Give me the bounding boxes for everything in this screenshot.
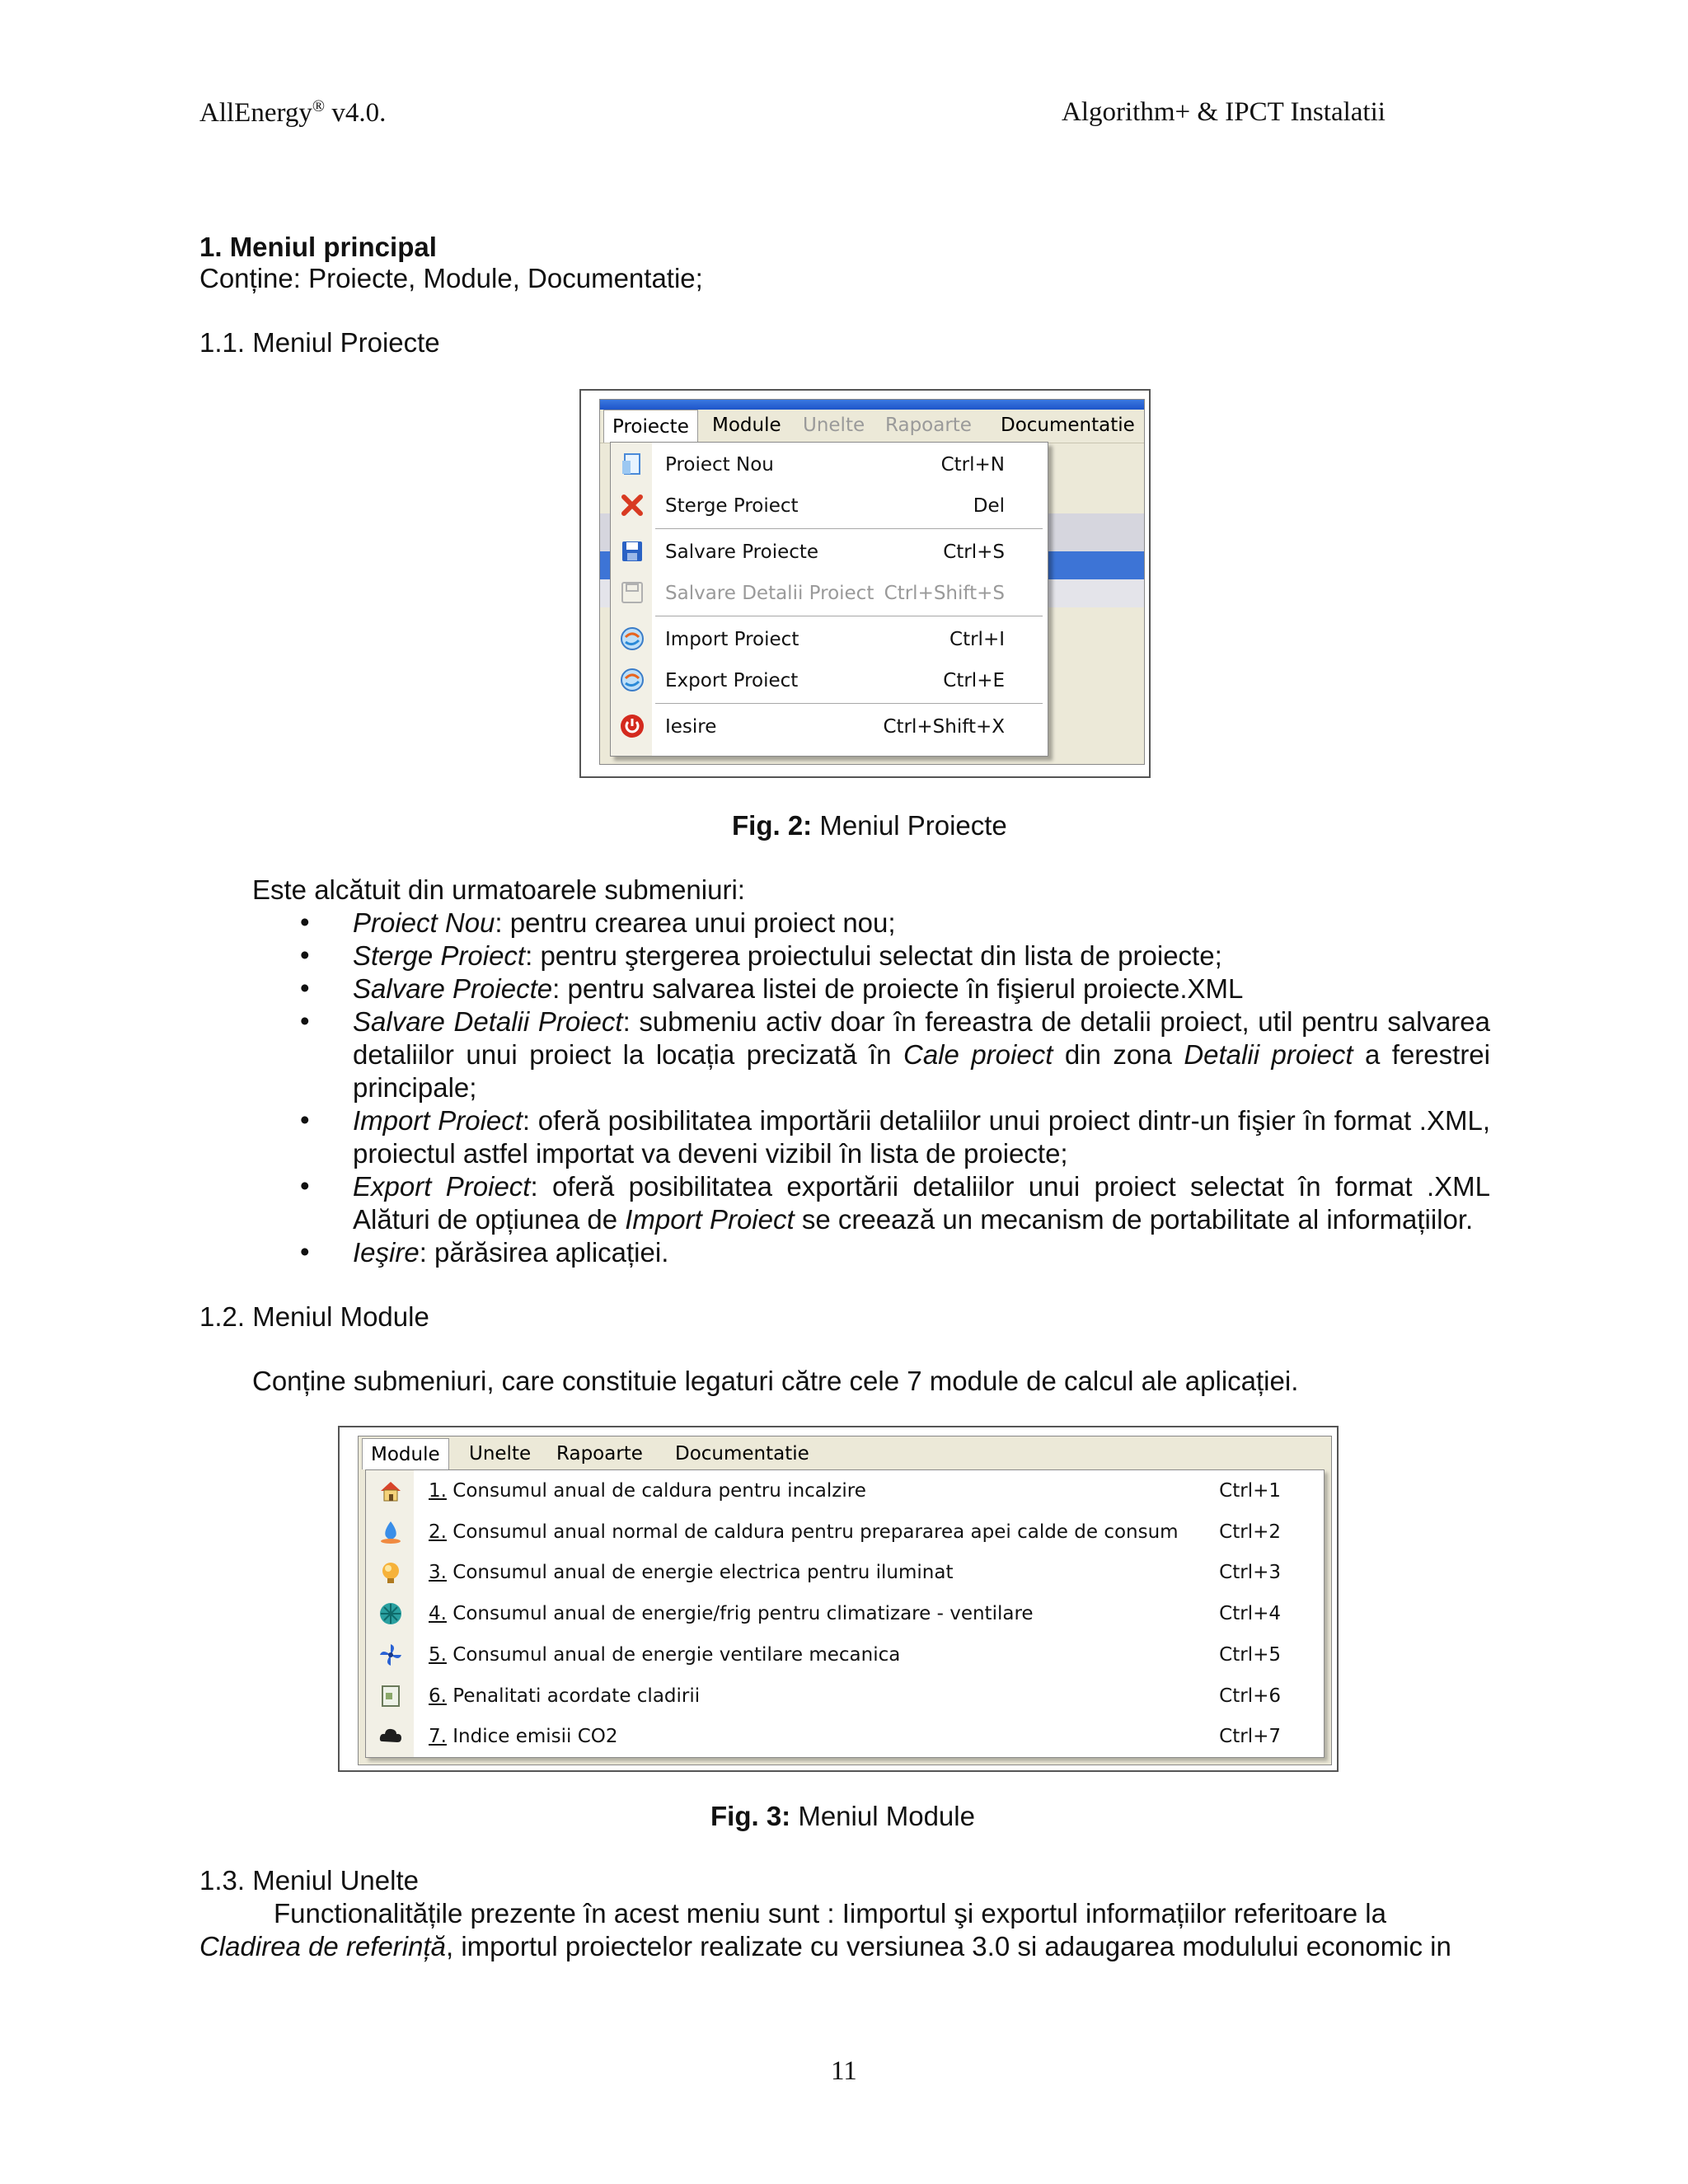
- page-number: 11: [831, 2056, 857, 2086]
- delete-x-icon: [619, 492, 645, 518]
- menu-separator: [655, 703, 1043, 704]
- submenu-intro: Este alcătuit din urmatoarele submeniuri:: [252, 874, 745, 905]
- section-title: 1. Meniul principal: [199, 232, 437, 262]
- document-icon: [377, 1683, 404, 1709]
- bullet-marker: •: [300, 1170, 310, 1201]
- fan-icon: [377, 1642, 404, 1668]
- bullet-iesire: Ieşire: părăsirea aplicației.: [353, 1237, 669, 1268]
- menubar: [600, 410, 1144, 443]
- menu-item-proiect-nou[interactable]: Proiect Nou Ctrl+N: [611, 448, 1048, 480]
- bullet-marker: •: [300, 1104, 310, 1135]
- menu-documentatie[interactable]: Documentatie: [1001, 415, 1135, 436]
- menu-window: [599, 399, 1145, 765]
- menu-item-export-proiect[interactable]: Export Proiect Ctrl+E: [611, 663, 1048, 696]
- running-header-right: Algorithm+ & IPCT Instalatii: [1062, 97, 1386, 127]
- menu-separator: [655, 528, 1043, 529]
- figure-3-caption: Fig. 3: Meniul Module: [710, 1801, 975, 1831]
- export-icon: [619, 667, 645, 693]
- menu-item-modul-7[interactable]: 7. Indice emisii CO2 Ctrl+7: [366, 1716, 1324, 1757]
- co2-cloud-icon: [377, 1723, 404, 1750]
- menu-item-modul-6[interactable]: 6. Penalitati acordate cladirii Ctrl+6: [366, 1675, 1324, 1717]
- menu-item-modul-3[interactable]: 3. Consumul anual de energie electrica pentru iluminat Ctrl+3: [366, 1552, 1324, 1593]
- water-drop-icon: [377, 1519, 404, 1545]
- light-bulb-icon: [377, 1559, 404, 1586]
- subsection-title: 1.3. Meniul Unelte: [199, 1865, 419, 1896]
- menu-item-salvare-detalii-proiect: Salvare Detalii Proiect Ctrl+Shift+S: [611, 576, 1048, 609]
- menu-item-iesire[interactable]: Iesire Ctrl+Shift+X: [611, 710, 1048, 743]
- bullet-sterge-proiect: Sterge Proiect: pentru ştergerea proiectului selectat din lista de proiecte;: [353, 940, 1222, 971]
- bullet-proiect-nou: Proiect Nou: pentru crearea unui proiect nou;: [353, 907, 896, 938]
- menu-rapoarte: Rapoarte: [885, 415, 972, 436]
- module-dropdown: [365, 1469, 1325, 1758]
- menu-unelte[interactable]: Unelte: [469, 1443, 532, 1465]
- import-icon: [619, 626, 645, 652]
- subsection-title: 1.1. Meniul Proiecte: [199, 327, 440, 358]
- menu-proiecte[interactable]: Proiecte: [603, 410, 698, 443]
- section-content: Functionalitățile prezente în acest meniu sunt : Iimportul şi exportul informațiilor referitoare la: [274, 1898, 1386, 1929]
- bullet-marker: •: [300, 972, 310, 1003]
- figure-2-caption: Fig. 2: Meniul Proiecte: [732, 810, 1007, 841]
- power-icon: [619, 713, 645, 739]
- bullet-marker: •: [300, 907, 310, 937]
- menu-item-import-proiect[interactable]: Import Proiect Ctrl+I: [611, 622, 1048, 655]
- proiecte-dropdown: [610, 442, 1048, 757]
- menu-unelte: Unelte: [803, 415, 865, 436]
- menu-item-modul-2[interactable]: 2. Consumul anual normal de caldura pentru prepararea apei calde de consum Ctrl+2: [366, 1511, 1324, 1553]
- menu-item-modul-4[interactable]: 4. Consumul anual de energie/frig pentru climatizare - ventilare Ctrl+4: [366, 1593, 1324, 1634]
- menu-item-modul-5[interactable]: 5. Consumul anual de energie ventilare mecanica Ctrl+5: [366, 1634, 1324, 1675]
- bullet-salvare-proiecte: Salvare Proiecte: pentru salvarea listei de proiecte în fişierul proiecte.XML: [353, 973, 1244, 1004]
- save-icon: [619, 538, 645, 565]
- bullet-export-proiect: Export Proiect: oferă posibilitatea exportării detaliilor unui proiect selectat în format .XML Alături de opțiunea de Import Proiect se creează un mecanism de portabilitate al informațiilor.: [353, 1171, 1490, 1235]
- menu-module[interactable]: Module: [712, 415, 781, 436]
- menu-window: [358, 1436, 1332, 1765]
- section-content: Conține submeniuri, care constituie legaturi către cele 7 module de calcul ale aplicației.: [252, 1366, 1299, 1396]
- menu-rapoarte[interactable]: Rapoarte: [556, 1443, 643, 1465]
- bullet-marker: •: [300, 1005, 310, 1036]
- section-content: Cladirea de referință, importul proiectelor realizate cu versiunea 3.0 si adaugarea modulului economic in: [199, 1931, 1451, 1961]
- menu-item-salvare-proiecte[interactable]: Salvare Proiecte Ctrl+S: [611, 535, 1048, 568]
- bullet-salvare-detalii: Salvare Detalii Proiect: submeniu activ doar în fereastra de detalii proiect, util pentru salvarea detaliilor unui proiect la locația precizată în Cale proiect din zona Detalii proiect a ferestrei principale;: [353, 1006, 1491, 1103]
- save-details-icon: [619, 579, 645, 606]
- bullet-import-proiect: Import Proiect: oferă posibilitatea importării detaliilor unui proiect dintr-un fişier în format .XML, proiectul astfel importat va deveni vizibil în lista de proiecte;: [353, 1105, 1490, 1169]
- bullet-marker: •: [300, 940, 310, 970]
- section-content: Conține: Proiecte, Module, Documentatie;: [199, 263, 703, 293]
- window-titlebar: [600, 400, 1144, 410]
- subsection-title: 1.2. Meniul Module: [199, 1301, 429, 1332]
- running-header-left: AllEnergy® v4.0.: [199, 97, 387, 128]
- figure-proiecte-menu: [579, 389, 1151, 778]
- figure-module-menu: [338, 1426, 1339, 1772]
- menu-item-sterge-proiect[interactable]: Sterge Proiect Del: [611, 489, 1048, 522]
- menubar: [359, 1436, 1331, 1469]
- climate-icon: [377, 1601, 404, 1627]
- house-icon: [377, 1478, 404, 1504]
- menu-module[interactable]: Module: [362, 1438, 449, 1469]
- menu-item-modul-1[interactable]: 1. Consumul anual de caldura pentru incalzire Ctrl+1: [366, 1470, 1324, 1511]
- new-project-icon: [619, 451, 645, 477]
- menu-documentatie[interactable]: Documentatie: [675, 1443, 809, 1465]
- bullet-marker: •: [300, 1236, 310, 1267]
